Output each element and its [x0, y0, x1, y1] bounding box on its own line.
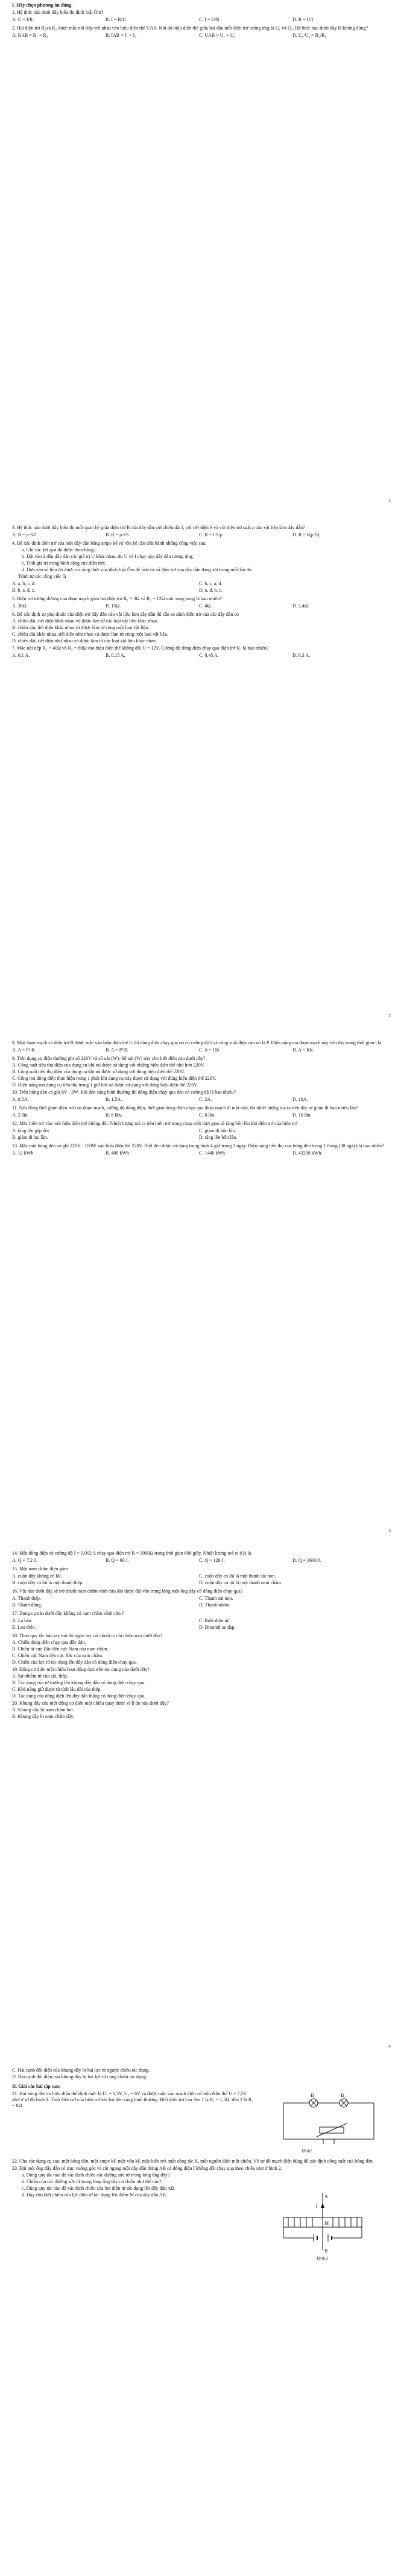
question-7: 7. Mắc nối tiếp R₁ = 40Ω và R₂ = 80Ω vào hiệu điện thế không đổi U = 12V. Cường độ dòng điện chạy qua điện trở R₁ là bao nhiêu?: [12, 645, 269, 651]
question-15-options: [12, 1573, 386, 1586]
option: C. 0,45 A.: [199, 653, 219, 658]
page-number: 1: [388, 499, 391, 504]
figure-1-caption: Hình1: [302, 2149, 312, 2154]
question-17-options: [12, 1618, 386, 1631]
label-i: I: [316, 2204, 318, 2209]
question-13: 13. Mắc một bóng đèn có ghi 220V - 100W vào hiệu điện thế 220V. Biết đèn được sử dụng trung bình 4 giờ trong 1 ngày. Điện năng tiêu thụ của bóng đèn trong 1 tháng (30 ngày) là bao nhiêu?: [12, 1143, 385, 1149]
q4-step: c. Tính giá trị trung bình cộng của điện trở;: [22, 560, 106, 566]
question-7-options: [12, 653, 386, 659]
question-16-options: [12, 1596, 386, 1608]
option: B. I = R/U: [106, 17, 126, 22]
question-12-options: [12, 1128, 386, 1141]
question-9: 9. Trên dụng cụ điện thường ghi số 220V và số oát (W). Số oát (W) này cho biết điều nào dưới đây?: [12, 1056, 206, 1061]
option: D. Thanh nhôm.: [199, 1602, 231, 1608]
option: A. 12 kWh.: [12, 1150, 35, 1156]
option: D. a, d, b, c.: [199, 588, 223, 593]
question-3: 3. Hệ thức nào dưới đây biểu thị mối quan hệ giữa điện trở R của dây dẫn với chiều dài l, với tiết diện S và với điện trở suất ρ của vật liệu làm dây dẫn?: [12, 525, 305, 530]
option: A. tăng lên gấp đôi.: [12, 1128, 51, 1133]
option: B. b, a, d, c.: [12, 588, 36, 593]
option: D. R = l/(ρ·S): [292, 532, 320, 537]
option: B. Loa điện.: [12, 1625, 36, 1630]
option: C. UAB = U₁ + U₂: [199, 33, 236, 38]
option: B. R = ρ·l/S: [106, 532, 129, 537]
question-10-options: [12, 1097, 386, 1103]
option: C. R = l·S/ρ: [199, 532, 223, 537]
option: C. I = U/R: [199, 17, 220, 22]
option: A. a, b, c, d.: [12, 581, 36, 586]
option: D. 2,4Ω.: [292, 603, 309, 609]
option: D. 0,3 A.: [292, 653, 311, 658]
option: B. Chiều từ cực Bắc đến cực Nam của nam châm.: [12, 1646, 109, 1652]
figure-2-caption: Hình 2: [317, 2256, 329, 2261]
option: D. 18A.: [292, 1097, 308, 1102]
question-13-options: [12, 1150, 386, 1156]
option: A. RAB = R₁ + R₂: [12, 33, 48, 38]
option: A. R = ρ·S/l: [12, 532, 36, 537]
option: A. 2 lần.: [12, 1112, 29, 1118]
option: C. Chiều cực Nam đến cực Bắc của nam châm.: [12, 1653, 104, 1658]
option: C. b, c, a, d.: [199, 581, 223, 586]
question-8-options: [12, 1047, 386, 1053]
question-23-block: [12, 2166, 386, 2286]
option: B. 15Ω.: [106, 603, 121, 609]
option: C. Khả năng giữ được từ tính lâu dài của thép.: [12, 1687, 102, 1692]
option: D. 16 lần.: [292, 1112, 312, 1118]
page-5: [0, 2061, 398, 2576]
option: D. Điện năng mà dụng cụ tiêu thụ trong 1 giờ khi nó được sử dụng với đúng hiệu điện thế 220V.: [12, 1082, 198, 1088]
page-number: 2: [388, 1014, 391, 1019]
question-19: 19. Động cơ điện một chiều hoạt động dựa trên tác dụng nào dưới đây?: [12, 1667, 150, 1672]
option: B. giảm đi hai lần.: [12, 1135, 48, 1140]
option: C. Hai cạnh đối diện của khung dây bị hai lực từ ngược chiều tác dụng.: [12, 2067, 150, 2073]
option: B. chiều dài, tiết diện khác nhau và được làm từ cùng một loại vật liệu.: [12, 625, 150, 630]
option: C. 4Ω.: [199, 603, 212, 609]
option: B. Q = 60 J.: [106, 1558, 129, 1563]
option: C. cuộn dây có lõi là một thanh sắt non.: [199, 1573, 276, 1579]
option: A. chiều dài, tiết diện khác nhau và được làm từ các loại vật liệu khác nhau.: [12, 618, 159, 624]
option: B. Khung dây bị nam châm đẩy.: [12, 1714, 75, 1719]
option: C. giảm đi bốn lần.: [199, 1128, 236, 1133]
option: A. 0,1 A.: [12, 653, 30, 658]
solenoid-figure-2: [265, 2190, 380, 2256]
option: A. 36Ω.: [12, 603, 28, 609]
q4-order: Trình tự các công việc là: [18, 574, 66, 579]
option: C. 2A.: [199, 1097, 212, 1102]
section-title: I. Hãy chọn phương án đúng.: [12, 2, 73, 8]
question-5-options: [12, 603, 386, 609]
option: A. U = I/R: [12, 17, 33, 22]
q4-step: a. Ghi các kết quả đo được theo bảng;: [22, 547, 95, 553]
circuit-figure-1: [277, 2091, 380, 2151]
label-b: B: [324, 2248, 328, 2254]
question-18: 18. Theo quy tắc bàn tay trái thì ngón tay cái choãi ra chỉ chiều nào dưới đây?: [12, 1633, 163, 1638]
option: B. Công suất tiêu thụ điện của dụng cụ khi nó được sử dụng với đúng hiệu điện thế 220V.: [12, 1069, 185, 1074]
q4-step: b. Đặt vào 2 đầu dây dẫn các giá trị U khác nhau, đo U và I chạy qua dây dẫn tương ứng;: [22, 554, 194, 559]
option: B. Thanh đồng.: [12, 1602, 42, 1608]
option: A. La bàn.: [12, 1618, 33, 1623]
option: B. A = P²/R: [106, 1047, 128, 1053]
label-a: A: [324, 2194, 328, 2199]
option: A. Thanh thép.: [12, 1596, 41, 1601]
option: D. Chiều của lực từ tác dụng lên dây dẫn có dòng điện chạy qua.: [12, 1659, 137, 1665]
question-20: 20. Khung dây của một động cơ điện một chiều quay được vì lí do nào dưới đây?: [12, 1700, 169, 1706]
label-m: M: [324, 2220, 329, 2226]
question-14: 14. Một dòng điện có cường độ I = 0,002 A chạy qua điện trở R = 3000Ω trong thời gian 600 giây. Nhiệt lượng toả ra (Q) là: [12, 1550, 251, 1556]
question-3-options: [12, 532, 386, 538]
option: C. Công mà dòng điện thực hiện trong 1 phút khi dụng cụ này được sử dụng với đúng hiệu điện thế 220V.: [12, 1076, 216, 1081]
option: D. tăng lên bốn lần.: [199, 1135, 238, 1140]
option: D. A = RIt.: [292, 1047, 314, 1053]
option: B. 6 lần.: [106, 1112, 122, 1118]
option: D. Tác dụng của dòng điện lên dây dẫn thẳng có dòng điện chạy qua.: [12, 1693, 146, 1699]
option: B. Tác dụng của từ trường lên khung dây dẫn có dòng điện chạy qua.: [12, 1680, 146, 1685]
option: B. 0,15 A.: [106, 653, 125, 658]
option: B. IAB = I₁ = I₂: [106, 33, 137, 38]
option: D. cuộn dây có lõi là một thanh nam châm.: [199, 1580, 282, 1585]
option: A. cuộn dây không có lõi.: [12, 1573, 62, 1579]
option: A. Q = 7,2 J.: [12, 1558, 37, 1563]
option: A. A = P²/R: [12, 1047, 35, 1053]
question-2-options: [12, 33, 386, 39]
question-5: 5. Điện trở tương đương của đoạn mạch gồm hai điện trở R₁ = 3Ω và R₂ = 12Ω mắc song song là bao nhiêu?: [12, 596, 222, 601]
option: D. chiều dài, tiết diện như nhau và được làm từ các loại vật liệu khác nhau.: [12, 638, 157, 644]
question-4-options: [12, 581, 386, 594]
option: D. 43200 kWh.: [292, 1150, 323, 1156]
option: A. Công suất tiêu thụ điện của dụng cụ khi nó được sử dụng với những hiệu điện thế nhỏ hơn 220V.: [12, 1062, 205, 1068]
question-4: 4. Để xác định điện trở của một dây dẫn bằng ampe kế và vôn kế cần tiến hành những công việc sau:: [12, 541, 207, 546]
question-15: 15. Một nam châm điện gồm: [12, 1566, 68, 1572]
q23-item: c. Dùng quy tắc nào để xác định chiều của lực điện từ tác dụng lên dây dẫn AB.: [22, 2186, 175, 2191]
option: D. Hai cạnh đối diện của khung dây bị hai lực từ cùng chiều tác dụng.: [12, 2074, 147, 2079]
q23-item: d. Hãy cho biết chiều của lực điện từ tác dụng lên điểm M của dây dẫn AB.: [22, 2192, 167, 2198]
option: C. 8 lần.: [199, 1112, 216, 1118]
page-number: 3: [388, 1529, 391, 1534]
option: B. 400 kWh.: [106, 1150, 130, 1156]
label-d1: Đ₁: [311, 2093, 316, 2098]
option: B. cuộn dây có lõi là một thanh thép.: [12, 1580, 84, 1585]
page-3: [0, 1030, 398, 1546]
question-17: 17. Dụng cụ nào dưới đây không có nam châm vĩnh cửu ?: [12, 1611, 124, 1616]
option: A. Chiều dòng điện chạy qua dây dẫn.: [12, 1640, 86, 1645]
q23-item: b. Chiều của các đường sức từ trong lòng ống dây có chiều như thế nào?: [22, 2179, 162, 2184]
section-2-title: II. Giải các bài tập sau:: [12, 2084, 61, 2089]
question-1-options: [12, 17, 386, 23]
option: C. Q = 120 J.: [199, 1558, 225, 1563]
question-11: 11. Nếu đồng thời giảm điện trở của đoạn mạch, cường độ dòng điện, thời gian dòng điện chạy qua đoạn mạch đi một nửa, thì nhiệt lượng toả ra trên dây sẽ giảm đi bao nhiêu lần?: [12, 1105, 358, 1111]
q4-step: d. Dựa vào số liệu đo được và công thức của định luật Ôm để tính trị số điện trở của dây dẫn đang xét trong mỗi lần đo.: [22, 567, 253, 572]
question-23: 23. Đặt một ống dây dẫn có trục vuông góc và cắt ngang một dây dẫn thẳng AB có dòng điện I không đổi chạy qua theo chiều như ở hình 2.: [12, 2166, 282, 2171]
question-6: 6. Để xác định sự phụ thuộc của điện trở dây dẫn vào vật liệu làm dây dẫn thì cần so sánh điện trở của các dây dẫn có: [12, 612, 239, 617]
question-21: 21. Hai bóng đèn có hiệu điện thế định mức là U₁ = 1,5V, U₂ = 6V và được mắc vào mạch điện có hiệu điện thế U = 7,5V như ở sơ đồ hình 1. Tính điện trở của biến trở khi hai đèn sáng bình thường. Biết điện trở của đèn 1 là R₁ = 1,5Ω, đèn 2 là R₂ = 8Ω.: [12, 2091, 253, 2108]
option: D. Đinamô xe đạp.: [199, 1625, 236, 1630]
option: C. Rơle điện từ.: [199, 1618, 230, 1623]
option: A. Khung dây bị nam châm hút.: [12, 1707, 74, 1713]
question-16: 16. Vật nào dưới đây sẽ trở thành nam châm vĩnh cửu khi được đặt vào trong lòng một ống dây có dòng điện chạy qua?: [12, 1588, 243, 1594]
page-number: 4: [388, 2045, 391, 2049]
label-d2: Đ₂: [341, 2093, 346, 2098]
question-21-block: [12, 2091, 386, 2157]
question-1: 1. Hệ thức nào dưới đây biểu thị định luật Ôm?: [12, 10, 104, 15]
question-12: 12. Mắc biến trở vào một hiệu điện thế không đổi. Nhiệt lượng toả ra trên biến trở trong cùng một thời gian sẽ tăng bốn lần khi điện trở của biến trở: [12, 1121, 298, 1126]
option: A. 0,5A.: [12, 1097, 29, 1102]
question-8: 8. Một đoạn mạch có điện trở R được mắc vào hiệu điện thế U thì dòng điện chạy qua nó có cường độ I và công suất điện của nó là P. Điện năng mà đoạn mạch này tiêu thụ trong thời gian t là: [12, 1040, 382, 1045]
question-2: 2. Hai điện trở R₁và R₂ được mắc nối tiếp với nhau vào hiệu điện thế UAB. Khi đó hiệu điện thế giữa hai đầu mỗi điện trở tương ứng là U₁ và U₂. Hệ thức nào dưới đây là không đúng?: [12, 25, 368, 31]
option: C. Thanh sắt non.: [199, 1596, 233, 1601]
option: C. A = UIt.: [199, 1047, 221, 1053]
page-1: [0, 0, 398, 515]
page-2: [0, 515, 398, 1030]
option: C. 1440 kWh.: [199, 1150, 226, 1156]
option: C. chiều dài khác nhau, tiết diện như nhau và được làm từ cùng một loại vật liệu.: [12, 631, 168, 637]
option: B. 1,5A.: [106, 1097, 122, 1102]
question-22: 22. Cho các dụng cụ sau: một bóng đèn, một ampe kế, một vôn kế, một biến trở, một công tắc K, một nguồn điện một chiều. Vẽ sơ đồ mạch điện dùng để xác định công suất của bóng đèn.: [12, 2158, 374, 2164]
option: A. Sự nhiễm từ của sắt, thép.: [12, 1673, 68, 1679]
option: D. U₁/U₂ = R₂/R₁: [292, 33, 327, 38]
page-4: [0, 1546, 398, 2061]
question-10: 10. Trên bóng đèn có ghi 6V - 3W. Khi đèn sáng bình thường thì dòng điện chạy qua đèn có cường độ là bao nhiêu?: [12, 1089, 236, 1095]
q23-item: a. Dùng quy tắc nào để xác định chiều các đường sức từ trong lòng ống dây?: [22, 2172, 170, 2178]
option: D. R = U/I: [292, 17, 314, 22]
question-14-options: [12, 1558, 386, 1564]
question-11-options: [12, 1112, 386, 1118]
option: D. Q = 3600 J.: [292, 1558, 321, 1563]
